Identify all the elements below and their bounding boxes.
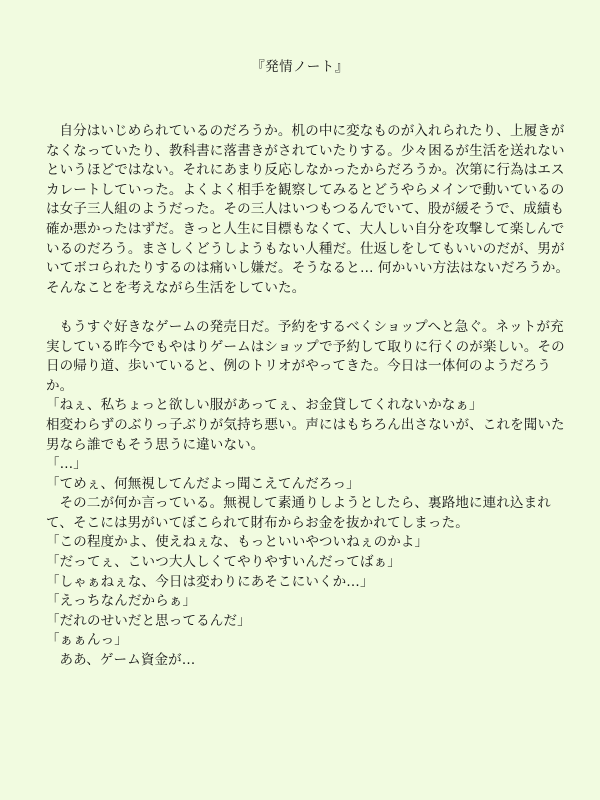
dialogue-line: 「ねぇ、私ちょっと欲しい服があってぇ、お金貸してくれないかなぁ」 xyxy=(46,397,483,414)
page-title: 『発情ノート』 xyxy=(251,59,349,75)
dialogue-line: 「…」 xyxy=(46,456,87,473)
dialogue-line: 「てめぇ、何無視してんだよっ聞こえてんだろっ」 xyxy=(46,475,360,492)
paragraph-gap xyxy=(46,298,570,318)
narration-line: ああ、ゲーム資金が… xyxy=(59,652,196,669)
narration-line: 相変わらずのぶりっ子ぶりが気持ち悪い。声にはもちろん出さないが、これを聞いた男なら誰でもそう思うに違いない。 xyxy=(46,416,565,453)
dialogue-line: 「この程度かよ、使えねぇな、もっといいやついねぇのかよ」 xyxy=(46,534,429,551)
story-body xyxy=(46,122,570,671)
dialogue-line: 「だってぇ、こいつ大人しくてやりやすいんだってばぁ」 xyxy=(46,554,401,571)
paragraph: 自分はいじめられているのだろうか。机の中に変なものが入れられたり、上履きがなくなっていたり、教科書に落書きがされていたりする。少々困るが生活を送れないというほどではない。それにあまり反応しなかったからだろうか。次第に行為はエスカレートしていった。よくよく相手を観察してみるとどうやらメインで動いているのは女子三人組のようだった。その三人はいつもつるんでいて、股が緩そうで、成績も確か悪かったはずだ。きっと人生に目標もなくて、大人しい自分を攻撃して楽しんでいるのだろう。まさしくどうしようもない人種だ。仕返しをしてもいいのだが、男がいてボコられたりするのは痛いし嫌だ。そうなると… 何かいい方法はないだろうか。そんなことを考えながら生活をしていた。 xyxy=(46,123,570,296)
narration-line: その二が何か言っている。無視して素通りしようとしたら、裏路地に連れ込まれて、そこには男がいてぼこられて財布からお金を抜かれてしまった。 xyxy=(46,495,551,531)
dialogue-line: 「ぁぁんっ」 xyxy=(46,632,128,649)
dialogue-line: 「えっちなんだからぁ」 xyxy=(46,593,197,610)
paragraph: もうすぐ好きなゲームの発売日だ。予約をするべくショップへと急ぐ。ネットが充実している昨今でもやはりゲームはショップで予約して取りに行くのが楽しい。その日の帰り道、歩いていると、例のトリオがやってきた。今日は一体何のようだろうか。 xyxy=(46,318,565,394)
dialogue-line: 「だれのせいだと思ってるんだ」 xyxy=(46,612,251,629)
dialogue-line: 「しゃぁねぇな、今日は変わりにあそこにいくか…」 xyxy=(46,573,374,590)
